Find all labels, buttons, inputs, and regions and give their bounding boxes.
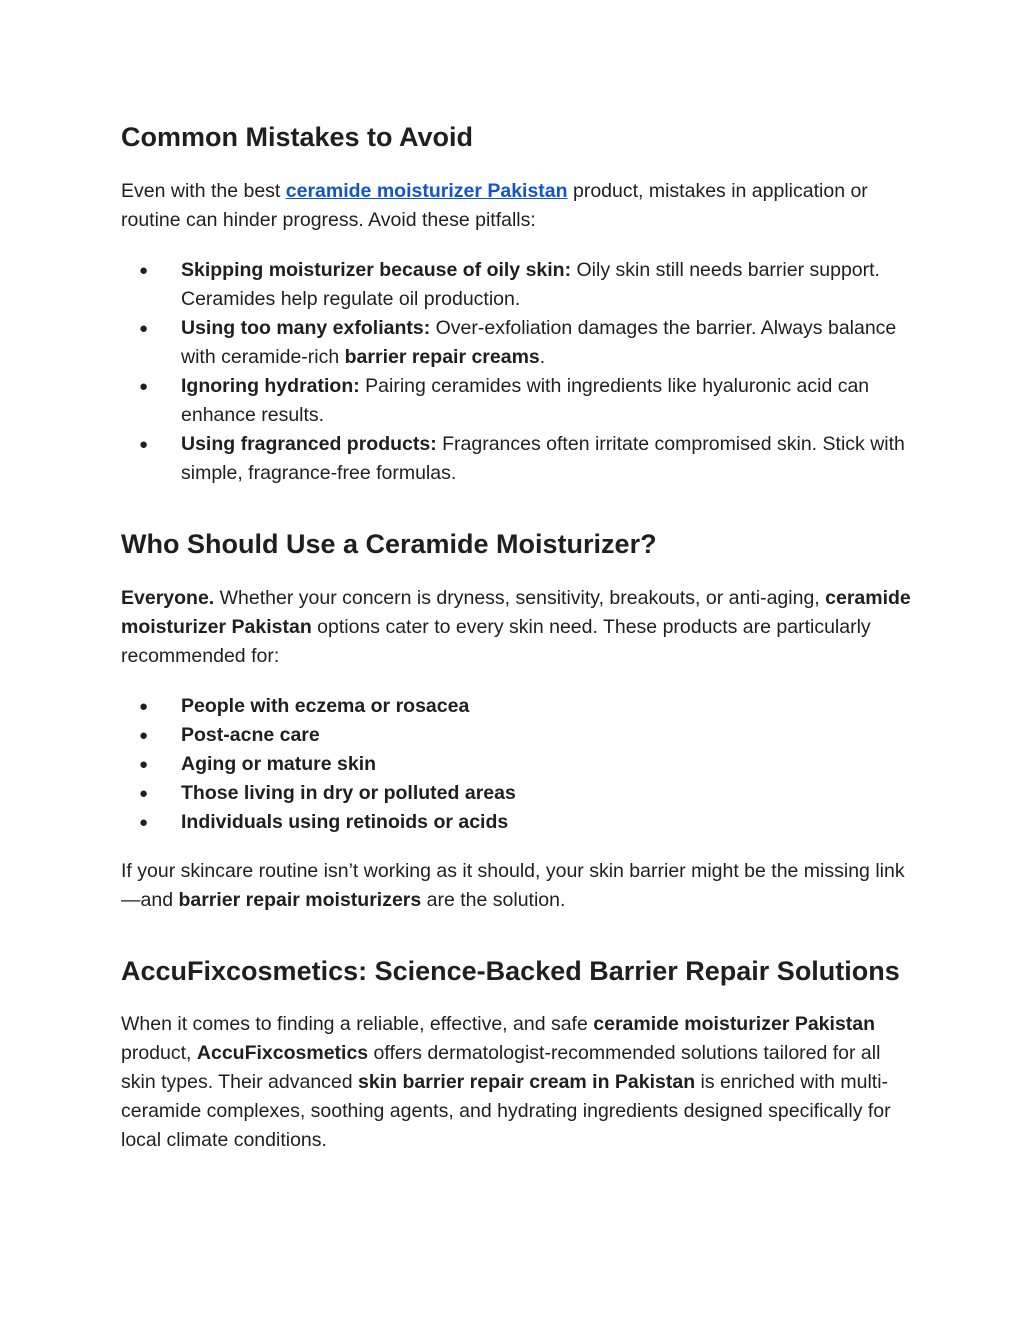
accu-bold-2: AccuFixcosmetics [196, 1042, 369, 1064]
item-bold: People with eczema or rosacea [181, 695, 470, 717]
intro-text-before: Even with the best [121, 180, 286, 202]
outro-text-2: are the solution. [421, 889, 566, 911]
accu-text-1: When it comes to finding a reliable, effective, and safe [121, 1013, 594, 1035]
accu-text-2: product, [121, 1042, 197, 1064]
bullet-icon: ● [139, 814, 149, 831]
item-text: Oily skin still needs barrier support. Ceramides help regulate oil production. [181, 259, 880, 310]
item-bold: Individuals using retinoids or acids [181, 811, 509, 833]
outro-bold: barrier repair moisturizers [178, 889, 422, 911]
outro-text-1: If your skincare routine isn’t working as it should, your skin barrier might be the missing link—and [121, 860, 905, 911]
ceramide-moisturizer-link[interactable]: ceramide moisturizer Pakistan [285, 180, 568, 202]
outro-paragraph [121, 857, 911, 915]
bullet-icon: ● [139, 378, 149, 395]
item-bold: Ignoring hydration: [181, 375, 360, 397]
heading-accufixcosmetics: AccuFixcosmetics: Science-Backed Barrier Repair Solutions [121, 956, 900, 986]
list-item [121, 750, 911, 779]
heading-who-should-use: Who Should Use a Ceramide Moisturizer? [121, 529, 657, 559]
who-bold-2: ceramide moisturizer Pakistan [121, 587, 911, 638]
document-content [121, 118, 911, 1155]
bullet-icon: ● [139, 785, 149, 802]
item-text: Over-exfoliation damages the barrier. Always balance with ceramide-rich [181, 317, 897, 368]
mistakes-list [121, 256, 911, 488]
list-item [121, 256, 911, 314]
list-item [121, 721, 911, 750]
who-text-2: options cater to every skin need. These products are particularly recommended for: [121, 616, 871, 667]
bullet-icon: ● [139, 727, 149, 744]
list-item [121, 372, 911, 430]
list-item [121, 808, 911, 837]
item-bold: Skipping moisturizer because of oily skin: [181, 259, 572, 281]
item-text: Pairing ceramides with ingredients like hyaluronic acid can enhance results. [181, 375, 870, 426]
bullet-icon: ● [139, 698, 149, 715]
bullet-icon: ● [139, 320, 149, 337]
item-bold: Aging or mature skin [181, 753, 377, 775]
accu-text-3: offers dermatologist-recommended solutions tailored for all skin types. Their advanced [121, 1042, 881, 1093]
recommended-for-list [121, 692, 911, 837]
accu-bold-3: skin barrier repair cream in Pakistan [358, 1071, 696, 1093]
item-bold-2: barrier repair creams [344, 346, 540, 368]
item-bold: Using too many exfoliants: [181, 317, 431, 339]
who-text-1: Whether your concern is dryness, sensitivity, breakouts, or anti-aging, [214, 587, 826, 609]
list-item [121, 779, 911, 808]
everyone-bold: Everyone. [121, 587, 215, 609]
accu-text-4: is enriched with multi-ceramide complexes, soothing agents, and hydrating ingredients designed specifically for local climate conditions. [121, 1071, 891, 1151]
item-bold: Those living in dry or polluted areas [181, 782, 516, 804]
bullet-icon: ● [139, 262, 149, 279]
item-text-2: . [539, 346, 546, 368]
item-text: Fragrances often irritate compromised skin. Stick with simple, fragrance-free formulas. [181, 433, 905, 484]
bullet-icon: ● [139, 436, 149, 453]
intro-text-after: product, mistakes in application or routine can hinder progress. Avoid these pitfalls: [121, 180, 868, 231]
item-bold: Post-acne care [181, 724, 320, 746]
list-item [121, 692, 911, 721]
list-item [121, 430, 911, 488]
item-bold: Using fragranced products: [181, 433, 437, 455]
intro-paragraph [121, 177, 911, 235]
who-paragraph [121, 584, 911, 671]
list-item [121, 314, 911, 372]
accu-bold-1: ceramide moisturizer Pakistan [593, 1013, 876, 1035]
bullet-icon: ● [139, 756, 149, 773]
accufix-paragraph [121, 1010, 911, 1155]
heading-common-mistakes: Common Mistakes to Avoid [121, 122, 474, 152]
